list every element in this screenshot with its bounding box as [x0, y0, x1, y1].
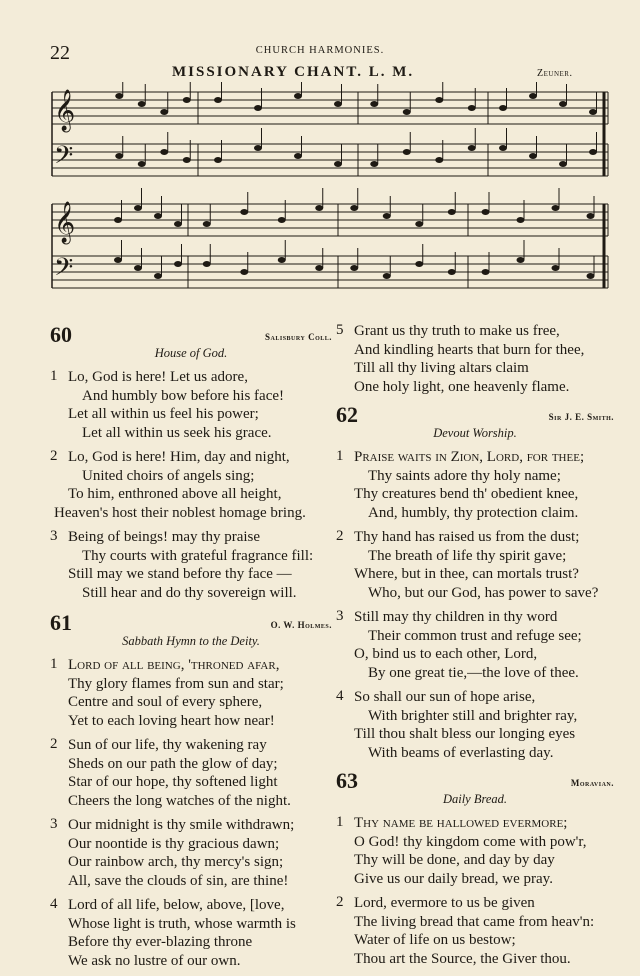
stanza-number: 4 [50, 896, 58, 912]
hymn-line: Water of life on us bestow; [354, 932, 516, 948]
hymn-line: Centre and soul of every sphere, [68, 694, 263, 710]
hymn-line: Still may thy children in thy word [354, 609, 558, 625]
note-head [114, 257, 122, 263]
stanza [48, 656, 334, 730]
note-head [370, 101, 378, 107]
music-score [48, 82, 618, 307]
stanza-number: 1 [336, 448, 344, 464]
stanza [334, 528, 616, 602]
note-head [278, 217, 286, 223]
stanza-number: 2 [336, 528, 344, 544]
note-head [115, 93, 123, 99]
hymn-subtitle: Devout Worship. [433, 426, 517, 440]
hymn-line: Let all within us seek his grace. [82, 424, 272, 441]
note-head [334, 161, 342, 167]
hymn-line: Whose light is truth, whose warmth is [68, 915, 296, 932]
hymn-author: Moravian. [570, 778, 614, 788]
hymn-line: Still hear and do thy sovereign will. [82, 584, 297, 601]
hymn-line: O God! thy kingdom come with pow'r, [354, 833, 587, 850]
page-number: 22 [50, 42, 70, 64]
stanza [334, 608, 616, 682]
note-head [350, 205, 358, 211]
stanza [334, 322, 616, 396]
note-head [154, 273, 162, 279]
hymn-line: Who, but our God, has power to save? [368, 584, 599, 601]
note-head [499, 145, 507, 151]
note-head [134, 205, 142, 211]
hymn-line: Thou art the Source, the Giver thou. [354, 950, 571, 967]
hymn-line: Thy name be hallowed evermore; [354, 815, 568, 831]
note-head [468, 145, 476, 151]
hymn-line: Lo, God is here! Him, day and night, [68, 449, 290, 465]
note-head [587, 273, 595, 279]
note-head [589, 149, 597, 155]
hymn-line: Before thy ever-blazing throne [68, 934, 253, 950]
hymn-line: Where, but in thee, can mortals trust? [354, 566, 579, 582]
hymn-line: The living bread that came from heav'n: [354, 913, 595, 930]
hymn-line: Thy creatures bend th' obedient knee, [354, 486, 579, 502]
note-head [203, 221, 211, 227]
treble-clef: 𝄞 [54, 90, 76, 131]
hymn-line: Till all thy living altars claim [354, 360, 529, 376]
note-head [138, 161, 146, 167]
note-head [114, 217, 122, 223]
hymn-line: Lord, evermore to us be given [354, 895, 535, 911]
note-head [552, 265, 560, 271]
note-head [383, 273, 391, 279]
note-head [154, 213, 162, 219]
stanza [48, 816, 334, 890]
hymn-line: Heaven's host their noblest homage bring. [54, 504, 306, 521]
hymn-line: Cheers the long watches of the night. [68, 792, 291, 809]
note-head [403, 149, 411, 155]
note-head [448, 269, 456, 275]
hymn-line: And humbly bow before his face! [82, 387, 285, 404]
running-head: CHURCH HARMONIES. [255, 45, 385, 56]
note-head [203, 261, 211, 267]
stanza-number: 1 [50, 368, 58, 384]
hymn-line: Being of beings! may thy praise [68, 529, 261, 545]
hymn-line: Thy hand has raised us from the dust; [354, 529, 580, 545]
stanza-number: 4 [336, 688, 344, 704]
hymn-subtitle: Sabbath Hymn to the Deity. [122, 634, 260, 648]
note-head [482, 269, 490, 275]
hymn-author: Salisbury Coll. [265, 332, 332, 342]
stanza [334, 894, 616, 968]
note-head [254, 105, 262, 111]
note-head [278, 257, 286, 263]
treble-clef: 𝄞 [54, 202, 76, 243]
stanza [334, 814, 616, 888]
hymn-line: Our noontide is thy gracious dawn; [68, 835, 280, 852]
note-head [517, 257, 525, 263]
note-head [415, 221, 423, 227]
hymn-61 [48, 610, 334, 970]
note-head [435, 97, 443, 103]
note-head [559, 101, 567, 107]
stanza [48, 528, 334, 602]
hymn-line: Star of our hope, thy softened light [68, 774, 278, 790]
stanza [48, 448, 334, 522]
note-head [435, 157, 443, 163]
hymn-line: And, humbly, thy protection claim. [368, 504, 579, 521]
hymn-line: Praise waits in Zion, Lord, for thee; [354, 449, 585, 465]
hymn-line: Lord of all life, below, above, [love, [68, 897, 285, 913]
stanza-number: 2 [50, 736, 58, 752]
hymn-line: Grant us thy truth to make us free, [354, 323, 560, 339]
note-head [294, 93, 302, 99]
hymn-line: By one great tie,—the love of thee. [368, 664, 579, 681]
note-head [160, 109, 168, 115]
stanza [334, 448, 616, 522]
note-head [499, 105, 507, 111]
note-head [240, 209, 248, 215]
tune-title: MISSIONARY CHANT. L. M. [172, 64, 415, 80]
hymn-line: To him, enthroned above all height, [68, 486, 282, 502]
hymn-line: Sun of our life, thy wakening ray [68, 737, 267, 753]
note-head [448, 209, 456, 215]
stanza [334, 688, 616, 762]
hymn-line: Still may we stand before thy face — [68, 566, 292, 582]
note-head [587, 213, 595, 219]
hymn-line: The breath of life thy spirit gave; [368, 547, 567, 564]
hymn-line: United choirs of angels sing; [82, 467, 255, 484]
hymn-line: All, save the clouds of sin, are thine! [68, 872, 289, 889]
stanza-number: 1 [336, 814, 344, 830]
hymn-line: Let all within us feel his power; [68, 406, 259, 422]
note-head [403, 109, 411, 115]
note-head [254, 145, 262, 151]
note-head [138, 101, 146, 107]
note-head [559, 161, 567, 167]
hymn-line: Give us our daily bread, we pray. [354, 870, 553, 887]
note-head [240, 269, 248, 275]
stanza [48, 736, 334, 810]
hymn-author: O. W. Holmes. [270, 620, 332, 630]
hymn-62 [334, 402, 616, 762]
hymn-line: We ask no lustre of our own. [68, 952, 241, 969]
note-head [183, 97, 191, 103]
note-head [529, 93, 537, 99]
note-head [214, 97, 222, 103]
note-head [468, 105, 476, 111]
hymn-line: So shall our sun of hope arise, [354, 689, 536, 705]
stanza [48, 368, 334, 442]
right-column [334, 322, 616, 974]
hymn-line: Their common trust and refuge see; [368, 627, 582, 644]
note-head [383, 213, 391, 219]
note-head [482, 209, 490, 215]
stanza [48, 896, 334, 970]
note-head [370, 161, 378, 167]
hymn-line: Yet to each loving heart how near! [68, 712, 275, 729]
note-head [315, 205, 323, 211]
stanza-number: 2 [336, 894, 344, 910]
hymn-line: One holy light, one heavenly flame. [354, 378, 570, 395]
hymn-line: Thy saints adore thy holy name; [368, 467, 561, 484]
note-head [115, 153, 123, 159]
hymn-number: 61 [50, 610, 72, 635]
bass-clef: 𝄢 [54, 141, 74, 176]
note-head [334, 101, 342, 107]
note-head [315, 265, 323, 271]
hymn-line: With brighter still and brighter ray, [368, 707, 578, 724]
note-head [160, 149, 168, 155]
hymn-line: O, bind us to each other, Lord, [354, 646, 538, 662]
hymn-line: Thy courts with grateful fragrance fill: [82, 547, 314, 564]
note-head [415, 261, 423, 267]
stanza-number: 3 [50, 528, 58, 544]
hymn-line: Our rainbow arch, thy mercy's sign; [68, 854, 284, 870]
stanza-number: 1 [50, 656, 58, 672]
note-head [174, 221, 182, 227]
hymn-60 [48, 322, 334, 602]
hymn-number: 62 [336, 402, 358, 427]
hymn-line: Our midnight is thy smile withdrawn; [68, 817, 295, 833]
stanza-number: 3 [336, 608, 344, 624]
note-head [183, 157, 191, 163]
hymn-line: Sheds on our path the glow of day; [68, 755, 278, 772]
hymn-number: 60 [50, 322, 72, 347]
stanza-number: 3 [50, 816, 58, 832]
composer-name: Zeuner. [537, 68, 573, 79]
hymn-subtitle: House of God. [154, 346, 228, 360]
stanza-number: 2 [50, 448, 58, 464]
note-head [350, 265, 358, 271]
bass-clef: 𝄢 [54, 253, 74, 288]
note-head [174, 261, 182, 267]
hymn-number: 63 [336, 768, 358, 793]
note-head [214, 157, 222, 163]
note-head [589, 109, 597, 115]
note-head [134, 265, 142, 271]
hymn-subtitle: Daily Bread. [442, 792, 508, 806]
hymn-line: And kindling hearts that burn for thee, [354, 341, 585, 358]
note-head [552, 205, 560, 211]
hymn-author: Sir J. E. Smith. [548, 412, 614, 422]
note-head [529, 153, 537, 159]
hymn-line: Lord of all being, 'throned afar, [68, 657, 280, 673]
hymn-63 [334, 768, 616, 968]
left-column [48, 322, 334, 976]
hymn-line: With beams of everlasting day. [368, 744, 554, 761]
hymn-line: Thy will be done, and day by day [354, 852, 555, 868]
hymn-line: Till thou shalt bless our longing eyes [354, 726, 576, 742]
hymn-line: Thy glory flames from sun and star; [68, 675, 284, 692]
stanza-number: 5 [336, 322, 344, 338]
note-head [294, 153, 302, 159]
note-head [517, 217, 525, 223]
hymn-line: Lo, God is here! Let us adore, [68, 369, 248, 385]
